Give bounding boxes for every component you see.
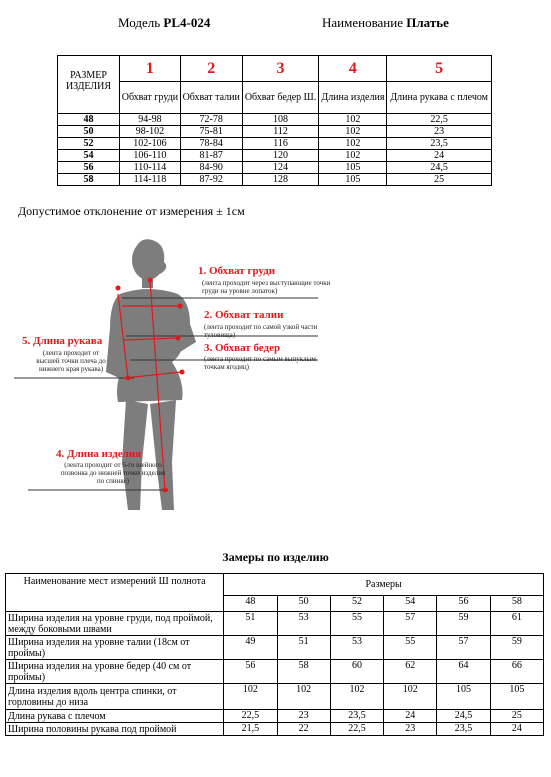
- table-cell: 23,5: [387, 138, 492, 150]
- table-cell: 57: [384, 612, 437, 636]
- table-cell: 23,5: [437, 723, 490, 736]
- table-cell: 120: [242, 150, 319, 162]
- table-cell: 24: [490, 723, 543, 736]
- table-cell: 98-102: [120, 126, 181, 138]
- table-row: [6, 636, 544, 660]
- table-cell: 105: [490, 684, 543, 710]
- table-cell: 56: [224, 660, 277, 684]
- size-col-52: 52: [330, 596, 383, 612]
- table-cell: 112: [242, 126, 319, 138]
- table-row: [58, 138, 492, 150]
- table-cell: 21,5: [224, 723, 277, 736]
- table-cell: 51: [277, 636, 330, 660]
- size-cell: 58: [58, 174, 120, 186]
- table-cell: 51: [224, 612, 277, 636]
- size-cell: 56: [58, 162, 120, 174]
- measure-2-note: (лента проходит по самой узкой части туловища): [204, 323, 318, 339]
- table-cell: 102: [224, 684, 277, 710]
- measurements-header-left: Наименование мест измерений Ш полнота: [6, 574, 224, 612]
- row-name: Длина изделия вдоль центра спинки, от горловины до низа: [6, 684, 224, 710]
- table-row: [58, 126, 492, 138]
- col-num-5: 5: [387, 56, 492, 82]
- size-cell: 54: [58, 150, 120, 162]
- model-value: PL4-024: [163, 15, 211, 30]
- sizes-header: Размеры: [224, 574, 544, 596]
- name-label: Наименование: [322, 15, 403, 30]
- table-cell: 57: [437, 636, 490, 660]
- table-cell: 24: [384, 710, 437, 723]
- table-cell: 72-78: [180, 114, 242, 126]
- table-cell: 61: [490, 612, 543, 636]
- table-cell: 60: [330, 660, 383, 684]
- table-cell: 22,5: [224, 710, 277, 723]
- measure-1-note: (лента проходит через выступающие точки груди на уровне лопаток): [202, 279, 331, 295]
- table-cell: 64: [437, 660, 490, 684]
- table-cell: 23,5: [330, 710, 383, 723]
- table-row: [58, 162, 492, 174]
- measure-4-title: 4. Длина изделия: [56, 448, 142, 460]
- table-cell: 102: [277, 684, 330, 710]
- table-cell: 110-114: [120, 162, 181, 174]
- size-col-54: 54: [384, 596, 437, 612]
- row-name: Ширина изделия на уровне талии (18см от проймы): [6, 636, 224, 660]
- table-cell: 24: [387, 150, 492, 162]
- table-cell: 105: [319, 174, 387, 186]
- table-cell: 24,5: [387, 162, 492, 174]
- size-col-58: 58: [490, 596, 543, 612]
- table-cell: 105: [437, 684, 490, 710]
- size-col-56: 56: [437, 596, 490, 612]
- table-cell: 22,5: [387, 114, 492, 126]
- table-cell: 102: [319, 150, 387, 162]
- col-label-4: Длина изделия: [319, 82, 387, 114]
- measurements-title: Замеры по изделию: [222, 550, 329, 564]
- size-cell: 48: [58, 114, 120, 126]
- table-cell: 62: [384, 660, 437, 684]
- size-header: РАЗМЕР ИЗДЕЛИЯ: [58, 56, 120, 114]
- table-cell: 49: [224, 636, 277, 660]
- measure-5-note: (лента проходит от высшей точки плеча до нижнего края рукава): [36, 349, 106, 373]
- col-num-1: 1: [120, 56, 181, 82]
- table-cell: 124: [242, 162, 319, 174]
- col-num-2: 2: [180, 56, 242, 82]
- measure-3-note: (лента проходит по самым выпуклым точкам ягодиц): [204, 355, 316, 371]
- table-row: [6, 710, 544, 723]
- table-cell: 102-106: [120, 138, 181, 150]
- size-cell: 52: [58, 138, 120, 150]
- measure-2-title: 2. Обхват талии: [204, 309, 284, 321]
- measurement-figure: [10, 232, 340, 522]
- table-row: [6, 684, 544, 710]
- table-cell: 53: [277, 612, 330, 636]
- table-cell: 116: [242, 138, 319, 150]
- table-cell: 102: [384, 684, 437, 710]
- table-cell: 23: [387, 126, 492, 138]
- table-cell: 25: [490, 710, 543, 723]
- col-label-1: Обхват груди: [120, 82, 181, 114]
- row-name: Ширина изделия на уровне бедер (40 см от проймы): [6, 660, 224, 684]
- name-header: [322, 15, 449, 31]
- row-name: Длина рукава с плечом: [6, 710, 224, 723]
- table-row: [58, 174, 492, 186]
- table-cell: 55: [384, 636, 437, 660]
- model-header: [118, 15, 210, 31]
- size-table: [57, 55, 492, 186]
- table-row: [58, 150, 492, 162]
- table-row: [6, 612, 544, 636]
- row-name: Ширина изделия на уровне груди, под проймой, между боковыми швами: [6, 612, 224, 636]
- table-cell: 105: [319, 162, 387, 174]
- col-label-2: Обхват талии: [180, 82, 242, 114]
- table-cell: 22: [277, 723, 330, 736]
- measurements-table: [5, 573, 544, 736]
- table-cell: 128: [242, 174, 319, 186]
- table-cell: 94-98: [120, 114, 181, 126]
- table-cell: 102: [330, 684, 383, 710]
- table-cell: 78-84: [180, 138, 242, 150]
- table-cell: 114-118: [120, 174, 181, 186]
- col-num-4: 4: [319, 56, 387, 82]
- measure-5-title: 5. Длина рукава: [22, 335, 103, 347]
- table-cell: 84-90: [180, 162, 242, 174]
- table-cell: 22,5: [330, 723, 383, 736]
- table-cell: 24,5: [437, 710, 490, 723]
- size-cell: 50: [58, 126, 120, 138]
- table-cell: 102: [319, 138, 387, 150]
- measure-1-title: 1. Обхват груди: [198, 265, 276, 277]
- table-cell: 106-110: [120, 150, 181, 162]
- table-row: [58, 114, 492, 126]
- table-cell: 59: [437, 612, 490, 636]
- table-cell: 25: [387, 174, 492, 186]
- table-cell: 59: [490, 636, 543, 660]
- name-value: Платье: [406, 15, 449, 30]
- table-cell: 53: [330, 636, 383, 660]
- size-col-48: 48: [224, 596, 277, 612]
- measure-3-title: 3. Обхват бедер: [204, 342, 281, 354]
- table-cell: 58: [277, 660, 330, 684]
- tolerance-note: Допустимое отклонение от измерения ± 1см: [18, 204, 245, 218]
- col-label-3: Обхват бедер Ш.: [242, 82, 319, 114]
- table-cell: 55: [330, 612, 383, 636]
- col-label-5: Длина рукава с плечом: [387, 82, 492, 114]
- table-cell: 66: [490, 660, 543, 684]
- table-cell: 87-92: [180, 174, 242, 186]
- size-col-50: 50: [277, 596, 330, 612]
- table-cell: 23: [384, 723, 437, 736]
- table-cell: 75-81: [180, 126, 242, 138]
- table-cell: 23: [277, 710, 330, 723]
- table-cell: 108: [242, 114, 319, 126]
- table-cell: 102: [319, 114, 387, 126]
- table-cell: 81-87: [180, 150, 242, 162]
- row-name: Ширина половины рукава под проймой: [6, 723, 224, 736]
- col-num-3: 3: [242, 56, 319, 82]
- table-cell: 102: [319, 126, 387, 138]
- table-row: [6, 660, 544, 684]
- table-row: [6, 723, 544, 736]
- model-label: Модель: [118, 15, 161, 30]
- measure-4-note: (лента проходит от 6-го шейного позвонка до нижней точки изделия по спинке): [60, 461, 166, 485]
